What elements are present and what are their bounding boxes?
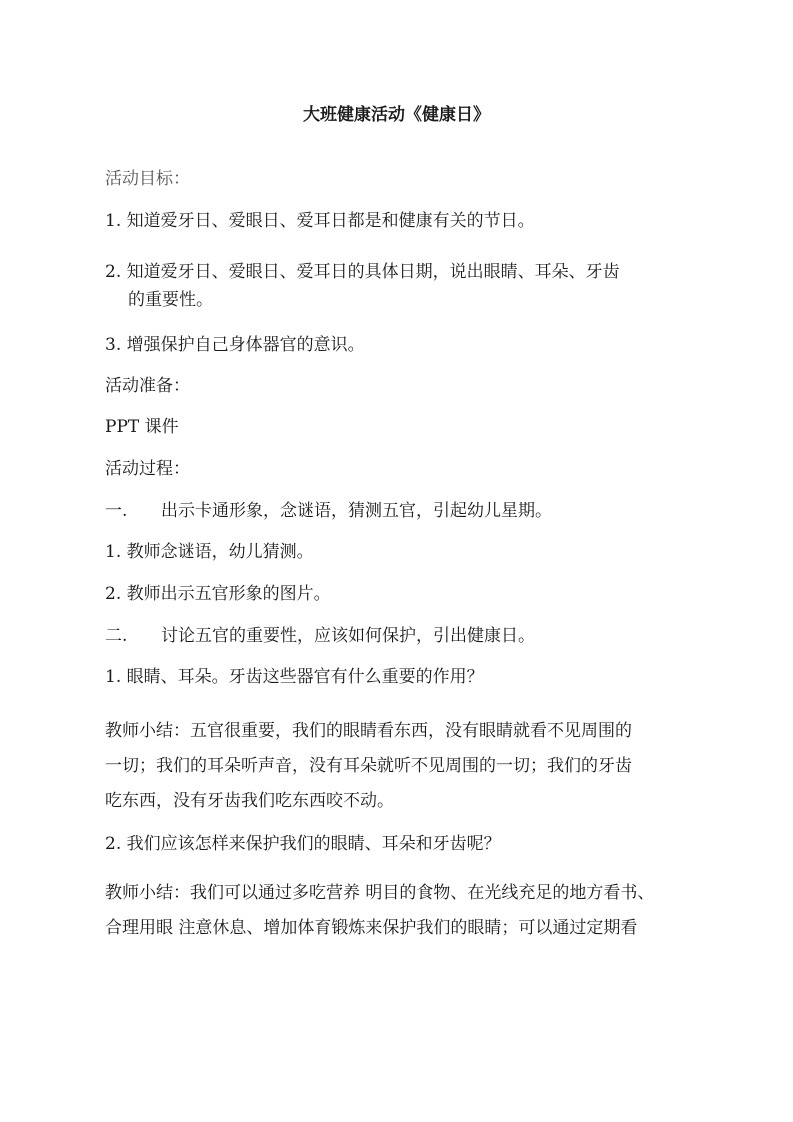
step-2 xyxy=(105,624,705,648)
process-heading: 活动过程： xyxy=(105,459,190,479)
summary-1-line-1: 教师小结：五官很重要，我们的眼睛看东西，没有眼睛就看不见周围的 xyxy=(105,721,632,741)
summary-1 xyxy=(105,714,695,819)
summary-2-line-1: 教师小结：我们可以通过多吃营养 明目的食物、在光线充足的地方看书、 xyxy=(105,883,655,903)
goal-1: 1. 知道爱牙日、爱眼日、爱耳日都是和健康有关的节日。 xyxy=(105,211,535,231)
prep-heading: 活动准备： xyxy=(105,376,190,396)
goal-3: 3. 增强保护自己身体器官的意识。 xyxy=(105,335,365,355)
goals-heading: 活动目标： xyxy=(105,169,190,189)
summary-1-line-3: 吃东西，没有牙齿我们吃东西咬不动。 xyxy=(105,791,394,811)
step-2-question-1: 1. 眼睛、耳朵。牙齿这些器官有什么重要的作用？ xyxy=(105,667,484,687)
step-1-sub-1: 1. 教师念谜语，幼儿猜测。 xyxy=(105,542,314,562)
step-2-text: 讨论五官的重要性，应该如何保护，引出健康日。 xyxy=(161,626,535,646)
step-2-question-2: 2. 我们应该怎样来保护我们的眼睛、耳朵和牙齿呢？ xyxy=(105,834,501,854)
step-1-sub-2: 2. 教师出示五官形象的图片。 xyxy=(105,584,331,604)
goal-2-line-2: 的重要性。 xyxy=(128,290,213,310)
goal-2-line-1: 2. 知道爱牙日、爱眼日、爱耳日的具体日期，说出眼睛、耳朵、牙齿 xyxy=(105,262,620,282)
step-1-number: 一. xyxy=(105,501,128,521)
summary-1-line-2: 一切；我们的耳朵听声音，没有耳朵就听不见周围的一切；我们的牙齿 xyxy=(105,756,632,776)
step-2-number: 二. xyxy=(105,626,128,646)
summary-2-line-2: 合理用眼 注意休息、增加体育锻炼来保护我们的眼睛；可以通过定期看 xyxy=(105,918,638,938)
summary-2 xyxy=(105,876,695,946)
prep-item: PPT 课件 xyxy=(105,417,179,437)
document-title: 大班健康活动《健康日》 xyxy=(303,105,490,125)
step-1 xyxy=(105,499,705,523)
step-1-text: 出示卡通形象，念谜语，猜测五官，引起幼儿星期。 xyxy=(161,501,552,521)
